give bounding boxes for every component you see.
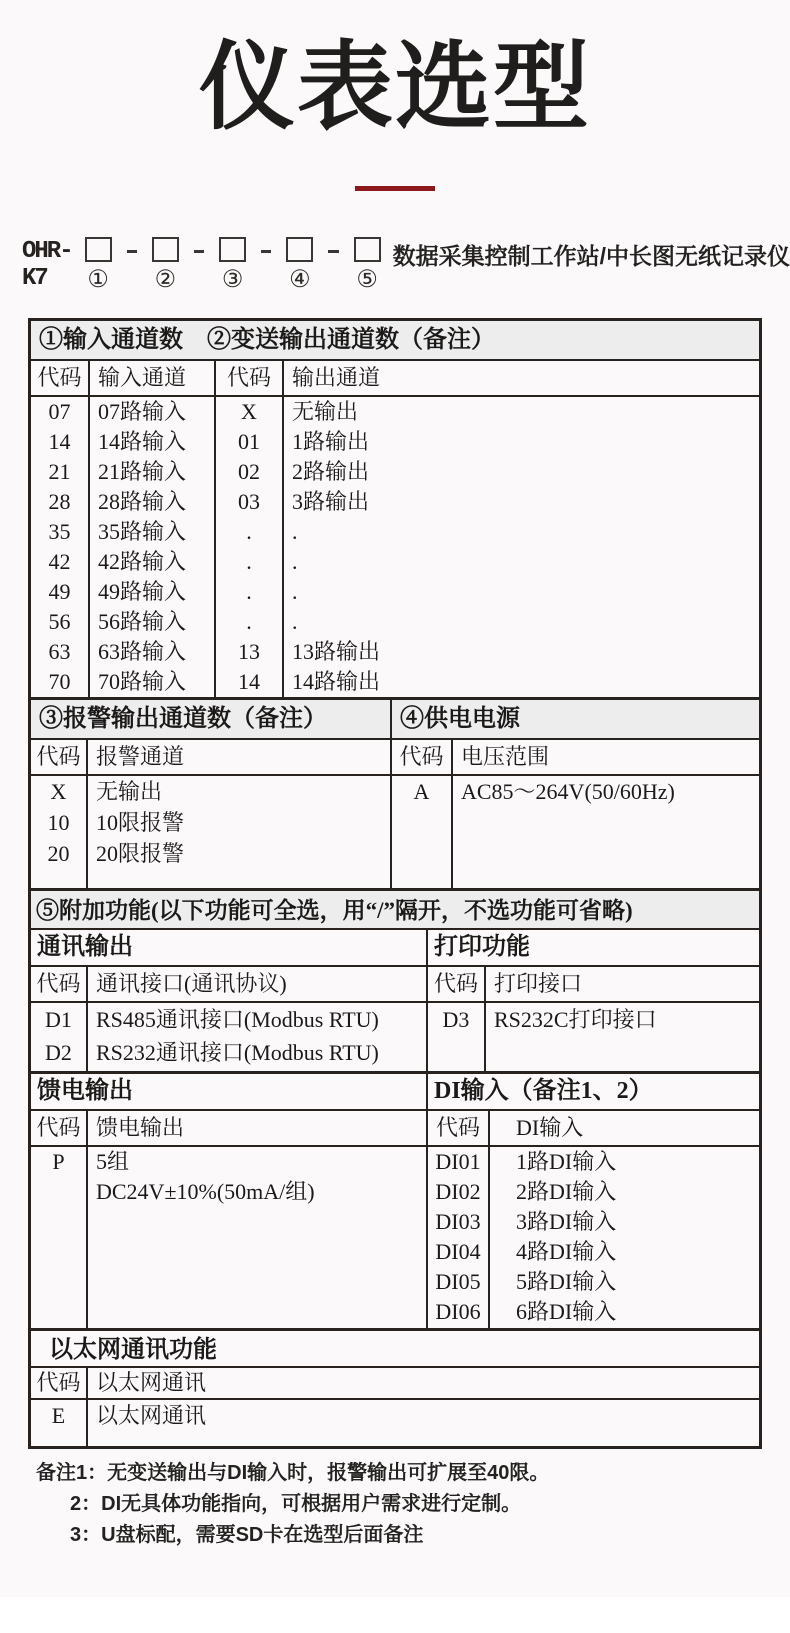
table-cell: 56 [48, 608, 71, 634]
table-cell: DI04 [435, 1238, 481, 1264]
model-slot-4 [286, 237, 313, 292]
table-cell: 07 [48, 398, 71, 424]
column-header: 代码 [31, 361, 90, 395]
table-cell: DI06 [435, 1298, 481, 1324]
column-header: 代码 [31, 1368, 88, 1398]
footnote-text: DI无具体功能指向，可根据用户需求进行定制。 [101, 1492, 522, 1515]
column-header: 输入通道 [90, 361, 216, 395]
table-cell: 无输出 [96, 778, 163, 804]
table-cell: 28 [48, 488, 71, 514]
section-4-power-supply [392, 700, 759, 888]
table-cell: D3 [442, 1006, 470, 1032]
column-header: 代码 [216, 361, 284, 395]
table-cell: 07路输入 [98, 398, 187, 424]
table-cell: . [292, 578, 298, 604]
table-cell: 14 [238, 668, 260, 694]
section-5-header: ⑤附加功能(以下功能可全选，用“/”隔开，不选功能可省略) [31, 888, 759, 930]
footnote-text: U盘标配，需要SD卡在选型后面备注 [101, 1523, 424, 1546]
footnote-label: 3： [70, 1523, 102, 1546]
hyphen-separator [261, 250, 271, 253]
table-cell: 70路输入 [98, 668, 187, 694]
table-cell: 63 [48, 638, 71, 664]
footnote-1 [36, 1462, 790, 1484]
di-input-subsection [428, 1074, 759, 1328]
table-cell: 1路输出 [292, 428, 370, 454]
table-cell: RS232C打印接口 [494, 1006, 657, 1032]
model-slot-3 [219, 237, 246, 292]
ethernet-label-column [88, 1400, 759, 1446]
section-3-alarm-output [31, 700, 392, 888]
table-cell: 3路输出 [292, 488, 370, 514]
table-cell: 35路输入 [98, 518, 187, 544]
table-cell: 3路DI输入 [516, 1208, 617, 1234]
table-cell: 28路输入 [98, 488, 187, 514]
comm-column-headers [31, 967, 426, 1003]
comm-output-title: 通讯输出 [31, 930, 426, 967]
table-cell: 无输出 [292, 398, 359, 424]
footnote-2 [70, 1493, 790, 1515]
model-slot-5 [354, 237, 381, 292]
model-code-line [22, 237, 790, 292]
table-cell: 49 [48, 578, 71, 604]
table-cell: 02 [238, 458, 260, 484]
table-cell: E [51, 1402, 66, 1428]
section-3-column-headers [31, 740, 390, 776]
print-function-title: 打印功能 [428, 930, 759, 967]
table-cell: DC24V±10%(50mA/组) [96, 1178, 315, 1204]
table-cell: 21路输入 [98, 458, 187, 484]
table-cell: . [246, 608, 252, 634]
table-cell: 42路输入 [98, 548, 187, 574]
di-body [428, 1147, 759, 1328]
table-cell: 1路DI输入 [516, 1148, 617, 1174]
accent-dash [355, 186, 435, 191]
column-header: 报警通道 [96, 743, 185, 769]
section-12-column-headers [31, 361, 759, 397]
alarm-channel-column [88, 776, 390, 888]
feed-column-headers [31, 1111, 426, 1147]
model-prefix: OHR-K7 [22, 237, 72, 292]
table-cell: 5组 [96, 1148, 130, 1174]
column-header: 代码 [428, 967, 486, 1001]
comm-interface-column [88, 1003, 426, 1071]
table-cell: D1 [45, 1006, 72, 1032]
power-code-column [392, 776, 453, 888]
column-header: 代码 [31, 740, 88, 774]
table-cell: . [292, 608, 298, 634]
di-channel-column [490, 1147, 759, 1328]
feed-code-column [31, 1147, 88, 1328]
column-header: 以太网通讯 [96, 1369, 207, 1395]
table-cell: 20限报警 [96, 840, 185, 866]
section-4-header: ④供电电源 [392, 700, 759, 740]
footnote-text: 无变送输出与DI输入时，报警输出可扩展至40限。 [107, 1461, 550, 1484]
table-cell: RS232通讯接口(Modbus RTU) [96, 1039, 379, 1065]
ethernet-code-column [31, 1400, 88, 1446]
section-4-body [392, 776, 759, 888]
ethernet-body [31, 1400, 759, 1446]
output-channel-column [284, 397, 759, 697]
table-cell: 4路DI输入 [516, 1238, 617, 1264]
table-cell: A [413, 778, 430, 804]
table-cell: 13路输出 [292, 638, 381, 664]
table-cell: P [52, 1148, 65, 1174]
table-cell: 14路输入 [98, 428, 187, 454]
footnote-label: 备注1： [36, 1461, 108, 1484]
section-5-feed-di-block [31, 1071, 759, 1328]
print-body [428, 1003, 759, 1071]
column-header: 打印接口 [494, 970, 583, 996]
table-cell: 13 [238, 638, 260, 664]
hyphen-separator [328, 250, 338, 253]
feed-spec-column [88, 1147, 426, 1328]
table-cell: DI03 [435, 1208, 481, 1234]
table-cell: 03 [238, 488, 260, 514]
hyphen-separator [194, 250, 204, 253]
comm-code-column [31, 1003, 88, 1071]
print-interface-column [486, 1003, 759, 1071]
column-header: DI输入 [516, 1114, 584, 1140]
table-cell: 20 [47, 840, 70, 866]
table-cell: 35 [48, 518, 71, 544]
print-function-subsection [428, 930, 759, 1071]
ethernet-column-headers [31, 1368, 759, 1400]
column-header: 通讯接口(通讯协议) [96, 970, 287, 996]
table-cell: 56路输入 [98, 608, 187, 634]
footnotes [36, 1462, 790, 1546]
table-cell: . [292, 548, 298, 574]
table-cell: 6路DI输入 [516, 1298, 617, 1324]
table-cell: . [292, 518, 298, 544]
table-cell: 63路输入 [98, 638, 187, 664]
column-header: 代码 [31, 967, 88, 1001]
model-box-1 [85, 237, 112, 262]
feed-output-subsection [31, 1074, 428, 1328]
model-box-3 [219, 237, 246, 262]
input-channel-column [90, 397, 216, 697]
column-header: 代码 [392, 740, 453, 774]
comm-body [31, 1003, 426, 1071]
output-code-column [216, 397, 284, 697]
table-cell: AC85～264V(50/60Hz) [461, 778, 675, 804]
selection-table [28, 318, 762, 1449]
input-code-column [31, 397, 90, 697]
voltage-range-column [453, 776, 759, 888]
section-34-block [31, 697, 759, 888]
di-column-headers [428, 1111, 759, 1147]
table-cell: . [246, 518, 252, 544]
bottom-whitespace [0, 1597, 790, 1633]
table-cell: X [50, 778, 67, 804]
position-marker-3: ③ [221, 266, 244, 293]
column-header: 电压范围 [461, 743, 550, 769]
section-12-header: ①输入通道数 ②变送输出通道数（备注） [31, 321, 759, 361]
column-header: 输出通道 [292, 364, 381, 390]
model-slot-1 [85, 237, 112, 292]
column-header: 馈电输出 [96, 1114, 185, 1140]
page-title: 仪表选型 [199, 34, 591, 141]
table-cell: 14路输出 [292, 668, 381, 694]
print-code-column [428, 1003, 486, 1071]
table-cell: 2路输出 [292, 458, 370, 484]
table-cell: 10限报警 [96, 809, 185, 835]
table-cell: 42 [48, 548, 71, 574]
table-cell: 01 [238, 428, 260, 454]
table-cell: . [246, 548, 252, 574]
table-cell: DI01 [435, 1148, 481, 1174]
section-4-column-headers [392, 740, 759, 776]
table-cell: 以太网通讯 [96, 1402, 207, 1428]
table-cell: 21 [48, 458, 71, 484]
section-3-header: ③报警输出通道数（备注） [31, 700, 390, 740]
column-header: 代码 [428, 1111, 490, 1145]
table-cell: 5路DI输入 [516, 1268, 617, 1294]
table-cell: 10 [47, 809, 70, 835]
di-code-column [428, 1147, 490, 1328]
table-cell: RS485通讯接口(Modbus RTU) [96, 1006, 379, 1032]
model-box-4 [286, 237, 313, 262]
position-marker-5: ⑤ [356, 266, 378, 293]
section-12-body [31, 397, 759, 697]
section-5-comm-print-block [31, 930, 759, 1071]
column-header: 代码 [31, 1111, 88, 1145]
print-column-headers [428, 967, 759, 1003]
table-cell: 2路DI输入 [516, 1178, 617, 1204]
table-cell: X [241, 398, 257, 424]
table-cell: 49路输入 [98, 578, 187, 604]
di-input-title: DI输入（备注1、2） [428, 1074, 759, 1111]
feed-output-title: 馈电输出 [31, 1074, 426, 1111]
position-marker-4: ④ [289, 266, 311, 293]
hyphen-separator [127, 250, 137, 253]
model-slot-2 [152, 237, 179, 292]
section-3-body [31, 776, 390, 888]
model-box-2 [152, 237, 179, 262]
table-cell: D2 [45, 1039, 72, 1065]
table-cell: DI02 [435, 1178, 481, 1204]
table-cell: 14 [48, 428, 71, 454]
table-cell: DI05 [435, 1268, 481, 1294]
footnote-label: 2： [70, 1492, 102, 1515]
table-cell: 70 [48, 668, 71, 694]
comm-output-subsection [31, 930, 428, 1071]
position-marker-2: ② [154, 266, 177, 293]
position-marker-1: ① [87, 266, 109, 293]
feed-body [31, 1147, 426, 1328]
table-cell: . [246, 578, 252, 604]
alarm-code-column [31, 776, 88, 888]
model-description: 数据采集控制工作站/中长图无纸记录仪 [392, 242, 790, 269]
model-box-5 [354, 237, 381, 262]
footnote-3 [70, 1524, 790, 1546]
ethernet-section-title: 以太网通讯功能 [31, 1328, 759, 1368]
